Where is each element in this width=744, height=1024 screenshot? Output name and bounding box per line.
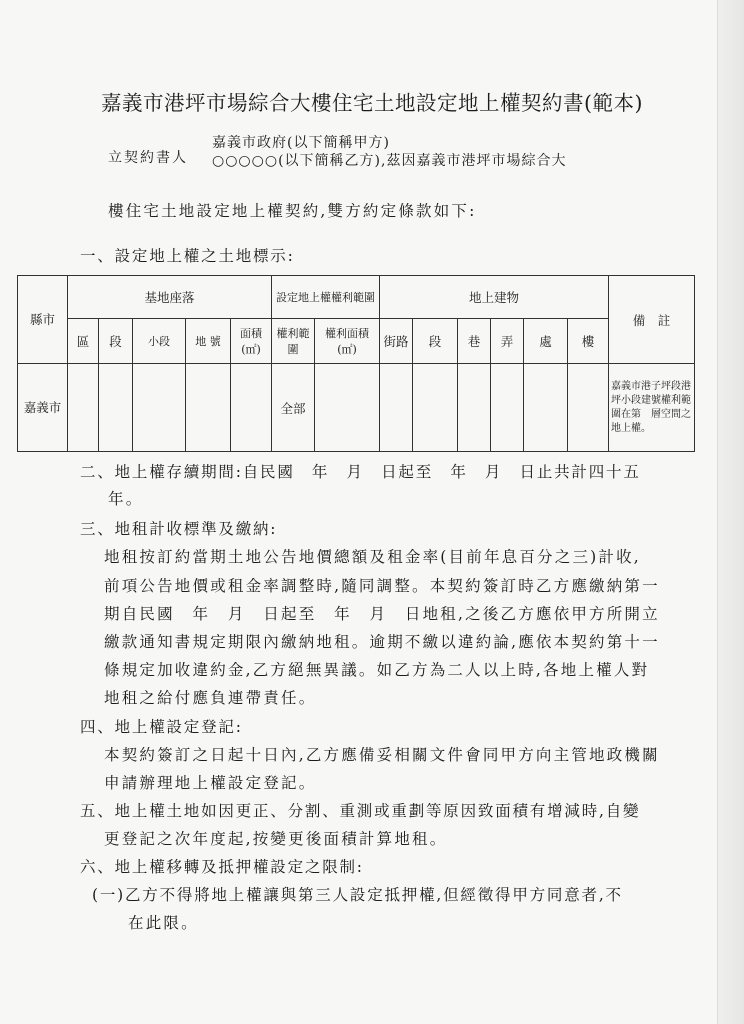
cell-lane: [458, 364, 491, 452]
right-scope-header: 設定地上權權利範圍: [272, 276, 380, 319]
col-lane: 巷: [458, 319, 491, 364]
cell-building-section: [413, 364, 458, 452]
cell-alley: [491, 364, 524, 452]
cell-area: [231, 364, 272, 452]
section-5-line-1: 五、地上權土地如因更正、分割、重測或重劃等原因致面積有增減時,自變: [80, 802, 641, 820]
cell-number: [524, 364, 568, 452]
county-header: 縣市: [18, 276, 68, 364]
section-3-line-2: 前項公告地價或租金率調整時,隨同調整。本契約簽訂時乙方應繳納第一: [104, 577, 660, 595]
col-district: 區: [68, 319, 99, 364]
cell-street: [380, 364, 413, 452]
party-b-continuation: ,茲因嘉義市港坪市場綜合大: [381, 153, 567, 169]
section-3-line-4: 繳款通知書規定期限內繳納地租。逾期不繳以違約論,應依本契約第十一: [104, 633, 660, 651]
col-section: 段: [99, 319, 133, 364]
parties-label: 立契約書人: [108, 150, 188, 166]
cell-remark: 嘉義市港子坪段港坪小段建號權利範圍在第 層空間之地上權。: [609, 364, 695, 452]
intro-paragraph: 樓住宅土地設定地上權契約,雙方約定條款如下:: [108, 202, 477, 220]
cell-right-area: [315, 364, 380, 452]
document-title: 嘉義市港坪市場綜合大樓住宅土地設定地上權契約書(範本): [101, 91, 643, 115]
section-4-line-2: 申請辦理地上權設定登記。: [104, 774, 317, 792]
section-2-line-2: 年。: [108, 490, 144, 508]
section-2-line-1: 二、地上權存續期間:自民國 年 月 日起至 年 月 日止共計四十五: [80, 463, 641, 481]
section-5-line-2: 更登記之次年度起,按變更後面積計算地租。: [104, 830, 448, 848]
party-a: 嘉義市政府(以下簡稱甲方): [212, 135, 390, 151]
table-row: [18, 364, 695, 452]
col-right-area: 權利面積 (㎡): [315, 319, 380, 364]
building-header: 地上建物: [380, 276, 609, 319]
section-6-item-1-line-1: (一)乙方不得將地上權讓與第三人設定抵押權,但經徵得甲方同意者,不: [92, 886, 623, 904]
site-header: 基地座落: [68, 276, 272, 319]
col-building-section: 段: [413, 319, 458, 364]
section-1-heading: 一、設定地上權之土地標示:: [80, 247, 295, 265]
cell-floor: [568, 364, 609, 452]
party-b: [212, 150, 566, 170]
cell-lot: [186, 364, 231, 452]
col-subsection: 小段: [133, 319, 186, 364]
section-3-heading: 三、地租計收標準及繳納:: [80, 520, 278, 538]
section-3-line-1: 地租按訂約當期土地公告地價總額及租金率(目前年息百分之三)計收,: [104, 548, 641, 566]
col-alley: 弄: [491, 319, 524, 364]
section-3-line-5: 條規定加收違約金,乙方絕無異議。如乙方為二人以上時,各地上權人對: [104, 661, 650, 679]
cell-county: 嘉義市: [18, 364, 68, 452]
col-right-scope: 權利範圍: [272, 319, 315, 364]
cell-right-scope: 全部: [272, 364, 315, 452]
section-6-item-1-line-2: 在此限。: [128, 914, 199, 932]
col-floor: 樓: [568, 319, 609, 364]
land-table: [17, 275, 695, 452]
section-4-line-1: 本契約簽訂之日起十日內,乙方應備妥相關文件會同甲方向主管地政機關: [104, 746, 660, 764]
col-number: 處: [524, 319, 568, 364]
section-3-line-6: 地租之給付應負連帶責任。: [104, 689, 317, 707]
col-street: 街路: [380, 319, 413, 364]
cell-district: [68, 364, 99, 452]
cell-subsection: [133, 364, 186, 452]
section-4-heading: 四、地上權設定登記:: [80, 718, 243, 736]
party-b-name: ○○○○○(以下簡稱乙方): [212, 153, 382, 169]
col-lot: 地 號: [186, 319, 231, 364]
page-edge-shadow: [717, 0, 744, 1024]
remark-header: 備 註: [609, 276, 695, 364]
section-3-line-3: 期自民國 年 月 日起至 年 月 日地租,之後乙方應依甲方所開立: [104, 605, 660, 623]
section-6-heading: 六、地上權移轉及抵押權設定之限制:: [80, 858, 364, 876]
col-area: 面積 (㎡): [231, 319, 272, 364]
cell-section: [99, 364, 133, 452]
